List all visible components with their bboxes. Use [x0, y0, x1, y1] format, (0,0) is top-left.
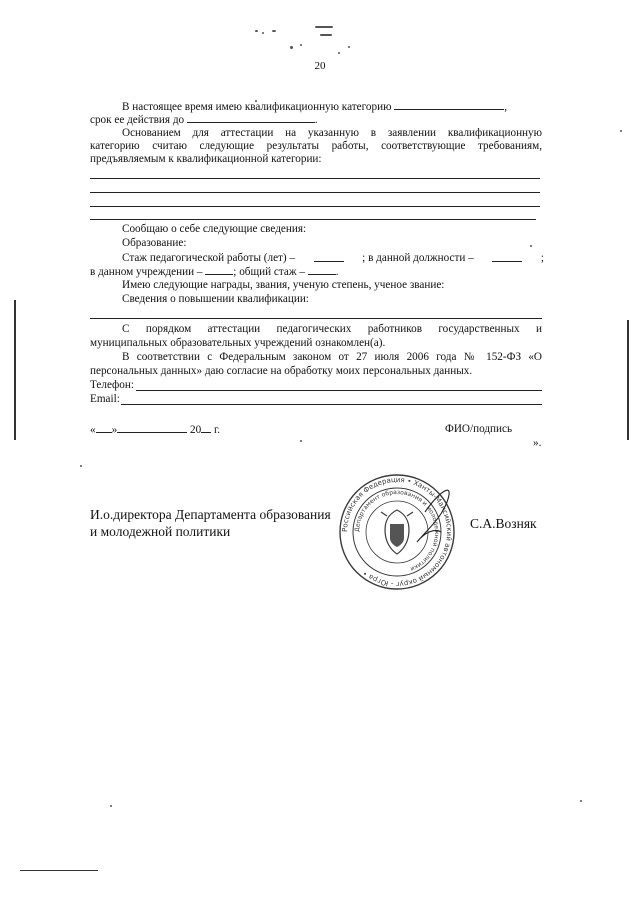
text-line: предъявляемым к квалификационной категории: — [90, 153, 322, 165]
text-line: Стаж педагогической работы (лет) – ; в данной должности – ; — [122, 252, 544, 264]
fill-line[interactable] — [90, 178, 540, 179]
text-line: В настоящее время имею квалификационную категорию , — [122, 101, 508, 113]
text-line: срок ее действия до . — [90, 114, 318, 126]
fill-line[interactable] — [90, 206, 540, 207]
text-line: категорию считаю следующие результаты работы, соответствующие требованиям, — [90, 140, 542, 152]
fio-signature-label: ФИО/подпись — [445, 423, 513, 435]
email-field[interactable] — [121, 404, 542, 405]
signer-name: С.А.Возняк — [470, 516, 537, 531]
text-line: С порядком аттестации педагогических работников государственных и — [122, 323, 542, 335]
official-stamp — [337, 472, 457, 592]
scan-edge-left — [14, 300, 16, 440]
text-line: Имею следующие награды, звания, ученую степень, ученое звание: — [122, 279, 445, 291]
phone-field[interactable] — [136, 390, 542, 391]
fill-line[interactable] — [90, 219, 536, 220]
text-line: в данном учреждении – ; общий стаж – . — [90, 266, 339, 278]
text-line: В соответствии с Федеральным законом от 27 июля 2006 года № 152-ФЗ «О — [122, 351, 542, 363]
phone-field-label: Телефон: — [90, 379, 134, 391]
text-line: Сообщаю о себе следующие сведения: — [122, 223, 307, 235]
text-line: Основанием для аттестации на указанную в заявлении квалификационную — [122, 127, 542, 139]
signer-title: И.о.директора Департамента образования и молодежной политики — [90, 507, 331, 539]
text-line: Образование: — [122, 237, 187, 249]
email-field-label: Email: — [90, 393, 120, 405]
text-line: Сведения о повышении квалификации: — [122, 293, 309, 305]
text-line: персональных данных» даю согласие на обработку моих персональных данных. — [90, 365, 473, 377]
scan-edge-right — [627, 320, 629, 440]
svg-text:Департамент образования и моло: Департамент образования и молодежной политики — [353, 488, 441, 573]
svg-text:Российская Федерация • Ханты-М: Российская Федерация • Ханты-Мансийский автономный округ - Югра • — [340, 475, 454, 589]
fill-line[interactable] — [90, 318, 542, 319]
page-number: 20 — [314, 60, 326, 72]
scan-edge-bottom — [20, 870, 98, 871]
text-line: муниципальных образовательных учреждений ознакомлен(а). — [90, 337, 386, 349]
closing-quote: ». — [533, 437, 542, 449]
date-field[interactable]: « » 20 г. — [90, 424, 221, 436]
fill-line[interactable] — [90, 192, 540, 193]
coat-of-arms-icon — [381, 510, 413, 554]
